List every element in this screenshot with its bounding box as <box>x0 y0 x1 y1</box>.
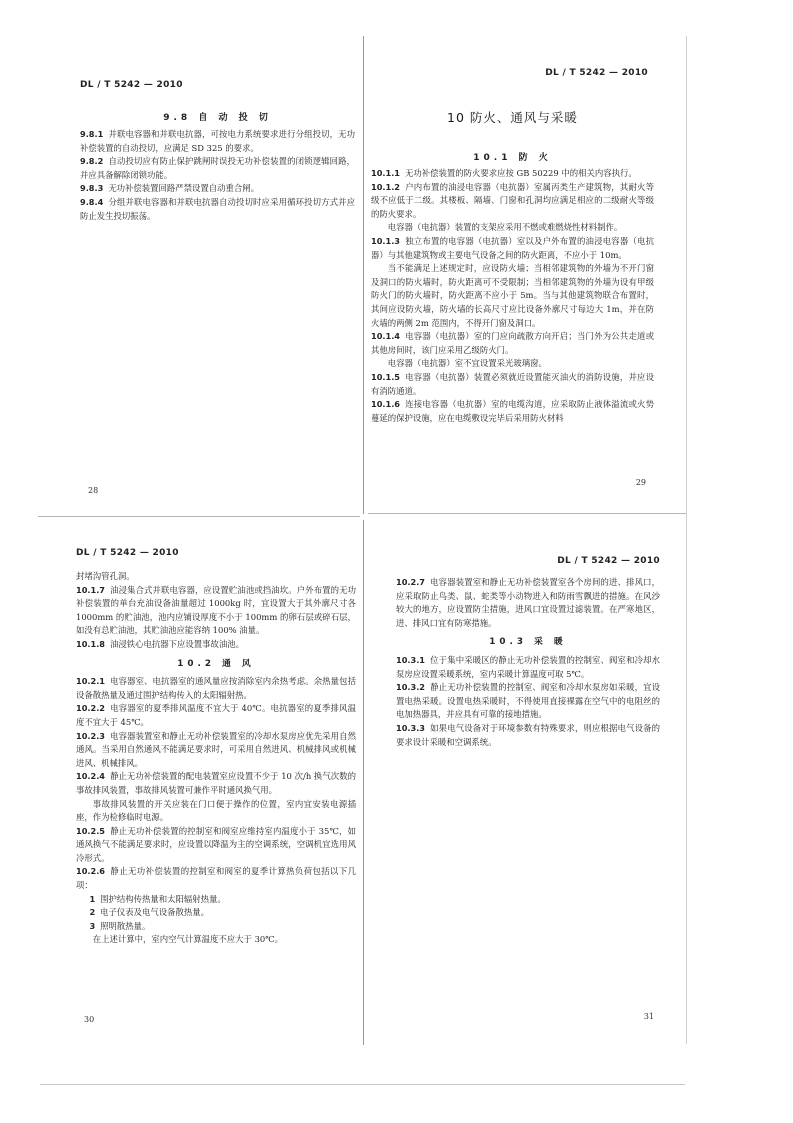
clause-list <box>76 570 356 947</box>
page-header: DL / T 5242 — 2010 <box>76 548 179 558</box>
clause-text: 电容器室、电抗器室的通风量应按消除室内余热考虑。余热量包括设备散热量及通过围护结构传入的太阳辐射热。 <box>76 676 356 700</box>
clause-number: 10.1.2 <box>371 181 401 192</box>
chapter-title: 10 防火、通风与采暖 <box>447 110 578 125</box>
page-number: 28 <box>88 486 99 495</box>
paragraph: 电容器（电抗器）室不宜设置采光玻璃窗。 <box>387 358 547 369</box>
page-28 <box>80 70 355 510</box>
clause-number: 9.8.4 <box>80 196 104 207</box>
clause-text: 无功补偿装置的防火要求应按 GB 50229 中的相关内容执行。 <box>405 168 637 178</box>
paragraph: 电容器（电抗器）装置的支架应采用不燃或难燃烧性材料制作。 <box>387 222 623 233</box>
clause-text: 静止无功补偿装置的控制室和阀室的夏季计算热负荷包括以下几项： <box>76 866 356 891</box>
page-31 <box>396 556 660 1026</box>
page-30 <box>76 548 356 1028</box>
paragraph: 当不能满足上述规定时，应设防火墙；当相邻建筑物的外墙为不开门窗及洞口的防火墙时，防火距离可不受限制；当相邻建筑物的外墙为设有甲级防火门的防火墙时，防火距离不应小于 5m。当与其他建筑物联合布置时，其间应设防火墙，防火墙的长高尺寸应比设备外廓尺寸每边大 1m，并在防火墙的两侧 2m 范围内，不得开门窗及洞口。 <box>371 263 654 328</box>
page-gutter-top <box>363 36 364 514</box>
clause-number: 10.1.5 <box>371 371 401 382</box>
clause-text: 油浸集合式并联电容器，应设置贮油池或挡油坎。户外布置的无功补偿装置的单台充油设备油量超过 1000kg 时，宜设置大于其外廓尺寸各 1000mm 的贮油池，池内应铺设厚度不小于 100mm 的卵石层或碎石层，如没有总贮油池，其贮油池应能容纳 100% 油量。 <box>76 584 356 636</box>
list-number: 2 <box>89 907 96 918</box>
page-gutter-bottom <box>363 520 364 1045</box>
clause-text: 静止无功补偿装置的控制室、阀室和冷却水泵房如采暖，宜设置电热采暖。设置电热采暖时，不得使用直接裸露在空气中的电阻丝的电加热器具，并应具有可靠的接地措施。 <box>396 682 660 720</box>
clause-text: 电容器（电抗器）室的门应向疏散方向开启；当门外为公共走道或其他房间时，该门应采用乙级防火门。 <box>371 331 654 355</box>
clause-text: 位于集中采暖区的静止无功补偿装置的控制室、阀室和冷却水泵房应设置采暖系统，室内采暖计算温度可取 5℃。 <box>396 654 660 679</box>
clause-text: 并联电容器和并联电抗器，可按电力系统要求进行分组投切，无功补偿装置的自动投切，应满足 SD 325 的要求。 <box>80 129 355 153</box>
clause-number: 9.8.3 <box>80 183 104 194</box>
clause-text: 电容器装置室和静止无功补偿装置室各个房间的进、排风口，应采取防止鸟类、鼠、蛇类等小动物进入和防雨雪飘进的措施。在风沙较大的地方，应设置防尘措施，进风口宜设置过滤装置。在严寒地区，进、排风口宜有防寒措施。 <box>396 577 660 628</box>
clause-number: 10.3.3 <box>396 722 426 733</box>
page-edge-right <box>686 36 687 1044</box>
section-title: 10.1 防 火 <box>473 153 552 163</box>
clause-number: 10.2.3 <box>76 730 106 741</box>
clause-text: 独立布置的电容器（电抗器）室以及户外布置的油浸电容器（电抗器）与其他建筑物或主要电气设备之间的防火距离，不应小于 10m。 <box>371 235 654 260</box>
list-item: 照明散热量。 <box>100 920 151 931</box>
clause-number: 9.8.1 <box>80 129 104 139</box>
clause-number: 10.2.5 <box>76 825 106 836</box>
clause-text: 静止无功补偿装置的控制室和阀室应维持室内温度小于 35℃，如通风换气不能满足要求时，应设置以降温为主的空调系统，空调机宜选用风冷形式。 <box>76 825 356 863</box>
clause-number: 10.1.4 <box>371 331 401 342</box>
page-29 <box>371 60 654 500</box>
page-header: DL / T 5242 — 2010 <box>545 68 648 78</box>
clause-number: 10.1.7 <box>76 584 106 595</box>
page-number: 31 <box>643 1012 654 1021</box>
clause-list <box>371 167 654 425</box>
list-number: 1 <box>89 893 96 904</box>
section-title: 9.8 自 动 投 切 <box>163 113 272 123</box>
clause-text: 自动投切应有防止保护跳闸时误投无功补偿装置的闭锁逻辑回路，并应具备解除闭锁功能。 <box>80 156 355 180</box>
clause-number: 10.2.1 <box>76 676 106 687</box>
clause-list <box>396 576 660 749</box>
clause-number: 10.2.2 <box>76 703 106 714</box>
clause-text: 电容器室的夏季排风温度不宜大于 40℃。电抗器室的夏季排风温度不宜大于 45℃。 <box>76 703 356 727</box>
clause-number: 10.3.2 <box>396 682 426 693</box>
page-divider-right <box>368 513 686 514</box>
clause-text: 无功补偿装置回路严禁设置自动重合闸。 <box>108 183 260 194</box>
clause-text: 电容器（电抗器）装置必须就近设置能灭油火的消防设施，并应设有消防通道。 <box>371 371 654 396</box>
clause-number: 10.1.6 <box>371 399 401 410</box>
clause-text: 油浸铁心电抗器下应设置事故油池。 <box>110 638 245 649</box>
clause-number: 10.1.3 <box>371 235 401 246</box>
list-number: 3 <box>89 920 96 931</box>
clause-number: 10.1.1 <box>371 168 401 178</box>
clause-number: 10.2.4 <box>76 771 106 782</box>
page-number: 29 <box>635 478 646 487</box>
section-title: 10.2 通 风 <box>177 658 255 669</box>
clause-text: 连接电容器（电抗器）室的电缆沟道，应采取防止液体溢流或火势蔓延的保护设施，应在电缆敷设完毕后采用防火材料 <box>371 399 654 423</box>
clause-text: 分组并联电容器和并联电抗器自动投切时应采用循环投切方式并应防止发生投切振荡。 <box>80 196 355 221</box>
paragraph: 事故排风装置的开关应装在门口便于操作的位置，室内宜安装电源插座，作为检修临时电源。 <box>76 798 356 823</box>
clause-number: 10.2.7 <box>396 577 426 587</box>
page-divider-left <box>38 516 360 517</box>
list-item: 电子仪表及电气设备散热量。 <box>100 907 210 918</box>
clause-text: 户内布置的油浸电容器（电抗器）室属丙类生产建筑物，其耐火等级不应低于二级。其楼板、隔墙、门窗和孔洞均应满足相应的二级耐火等级的防火要求。 <box>371 181 654 219</box>
page-header: DL / T 5242 — 2010 <box>557 556 660 566</box>
paragraph: 在上述计算中，室内空气计算温度不应大于 30℃。 <box>92 934 283 945</box>
clause-number: 10.1.8 <box>76 638 106 649</box>
list-item: 围护结构传热量和太阳辐射热量。 <box>100 893 226 904</box>
section-title: 10.3 采 暖 <box>489 637 567 648</box>
clause-number: 10.2.6 <box>76 866 106 877</box>
clause-text: 电容器装置室和静止无功补偿装置室的冷却水泵房应优先采用自然通风。当采用自然通风不能满足要求时，可采用自然进风、机械排风或机械进风、机械排风。 <box>76 730 356 768</box>
continued-text: 封堵沟管孔洞。 <box>76 571 135 581</box>
clause-text: 静止无功补偿装置的配电装置室应设置不少于 10 次/h 换气次数的事故排风装置，事故排风装置可兼作平时通风换气用。 <box>76 771 356 795</box>
clause-list <box>80 128 355 223</box>
clause-number: 9.8.2 <box>80 156 104 167</box>
clause-text: 如果电气设备对于环境参数有特殊要求，则应根据电气设备的要求设计采暖和空调系统。 <box>396 722 660 747</box>
page-number: 30 <box>84 1015 95 1024</box>
bottom-rule <box>40 1084 685 1085</box>
page-header: DL / T 5242 — 2010 <box>80 80 183 90</box>
clause-number: 10.3.1 <box>396 654 426 665</box>
